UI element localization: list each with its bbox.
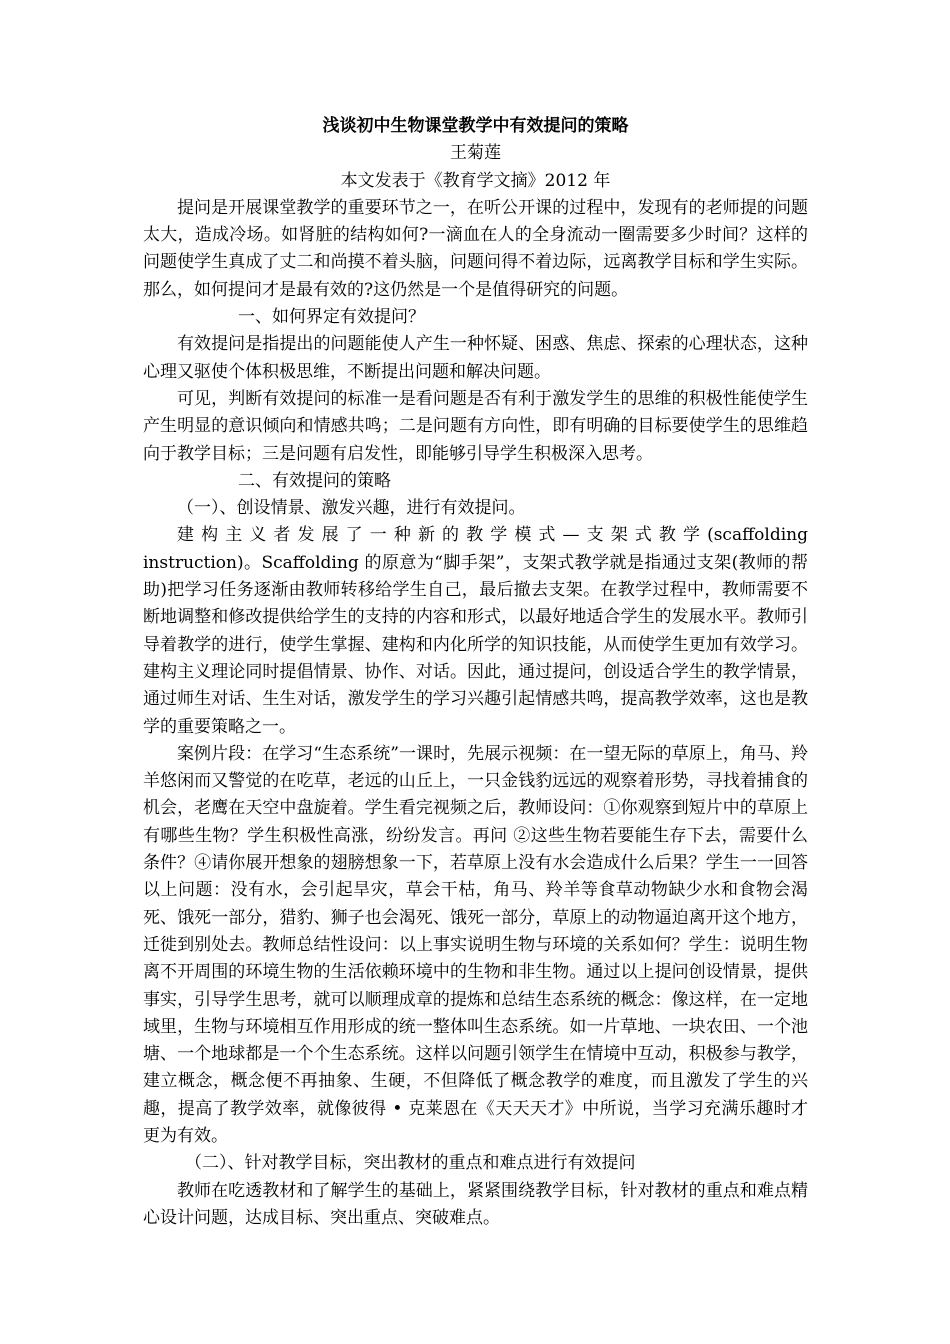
- sub2-heading: （二）、针对教学目标，突出教材的重点和难点进行有效提问: [185, 1153, 636, 1174]
- section1-heading: 一、如何界定有效提问？: [238, 307, 425, 328]
- sub1-paragraph-1-line1: 建构主义者发展了一种新的教学模式—支架式教学(scaffolding: [177, 525, 808, 546]
- section1-paragraph-1: 有效提问是指提出的问题能使人产生一种怀疑、困惑、焦虑、探索的心理状态，这种心理又驱使个体积极思维，不断提出问题和解决问题。: [143, 334, 808, 382]
- sub1-heading: （一）、创设情景、激发兴趣，进行有效提问。: [177, 498, 526, 519]
- document-source: 本文发表于《教育学文摘》2012 年: [340, 170, 611, 191]
- sub1-paragraph-1-rest: instruction)。Scaffolding 的原意为“脚手架”，支架式教学就是指通过支架(教师的帮助)把学习任务逐渐由教师转移给学生自己，最后撤去支架。在教学过程中，教师需要不断地调整和修改提供给学生的支持的内容和形式，以最好地适合学生的发展水平。教师引导着教学的进行，使学生掌握、建构和内化所学的知识技能，从而使学生更加有效学习。建构主义理论同时提倡情景、协作、对话。因此，通过提问，创设适合学生的教学情景，通过师生对话、生生对话，激发学生的学习兴趣引起情感共鸣，提高教学效率，这也是教学的重要策略之一。: [143, 552, 808, 737]
- intro-paragraph: 提问是开展课堂教学的重要环节之一，在听公开课的过程中，发现有的老师提的问题太大，造成冷场。如肾脏的结构如何?一滴血在人的全身流动一圈需要多少时间？这样的问题使学生真成了丈二和尚摸不着头脑，问题问得不着边际，远离教学目标和学生实际。那么，如何提问才是最有效的?这仍然是一个是值得研究的问题。: [143, 197, 808, 300]
- section2-heading: 二、有效提问的策略: [238, 470, 391, 491]
- document-author: 王菊莲: [450, 143, 501, 164]
- document-title: 浅谈初中生物课堂教学中有效提问的策略: [322, 116, 629, 136]
- sub1-paragraph-2: 案例片段：在学习“生态系统”一课时，先展示视频：在一望无际的草原上，角马、羚羊悠闲而又警觉的在吃草，老远的山丘上，一只金钱豹远远的观察着形势，寻找着捕食的机会，老鹰在天空中盘旋着。学生看完视频之后，教师设问：①你观察到短片中的草原上有哪些生物？学生积极性高涨，纷纷发言。再问 ②这些生物若要能生存下去，需要什么条件？④请你展开想象的翅膀想象一下，若草原上没有水会造成什么后果？学生一一回答以上问题：没有水，会引起旱灾，草会干枯，角马、羚羊等食草动物缺少水和食物会渴死、饿死一部分，猎豹、狮子也会渴死、饿死一部分，草原上的动物逼迫离开这个地方，迁徙到别处去。教师总结性设问：以上事实说明生物与环境的关系如何？学生：说明生物离不开周围的环境生物的生活依赖环境中的生物和非生物。通过以上提问创设情景，提供事实，引导学生思考，就可以顺理成章的提炼和总结生态系统的概念：像这样，在一定地域里，生物与环境相互作用形成的统一整体叫生态系统。如一片草地、一块农田、一个池塘、一个地球都是一个个生态系统。这样以问题引领学生在情境中互动，积极参与教学，建立概念，概念便不再抽象、生硬，不但降低了概念教学的难度，而且激发了学生的兴趣，提高了教学效率，就像彼得 • 克莱恩在《天天天才》中所说，当学习充满乐趣时才更为有效。: [143, 743, 808, 1146]
- document-page: [143, 113, 808, 1232]
- section1-paragraph-2: 可见，判断有效提问的标准一是看问题是否有利于激发学生的思维的积极性能使学生产生明显的意识倾向和情感共鸣；二是问题有方向性，即有明确的目标要使学生的思维趋向于教学目标；三是问题有启发性，即能够引导学生积极深入思考。: [143, 388, 808, 464]
- sub2-paragraph-1: 教师在吃透教材和了解学生的基础上，紧紧围绕教学目标，针对教材的重点和难点精心设计问题，达成目标、突出重点、突破难点。: [143, 1180, 808, 1228]
